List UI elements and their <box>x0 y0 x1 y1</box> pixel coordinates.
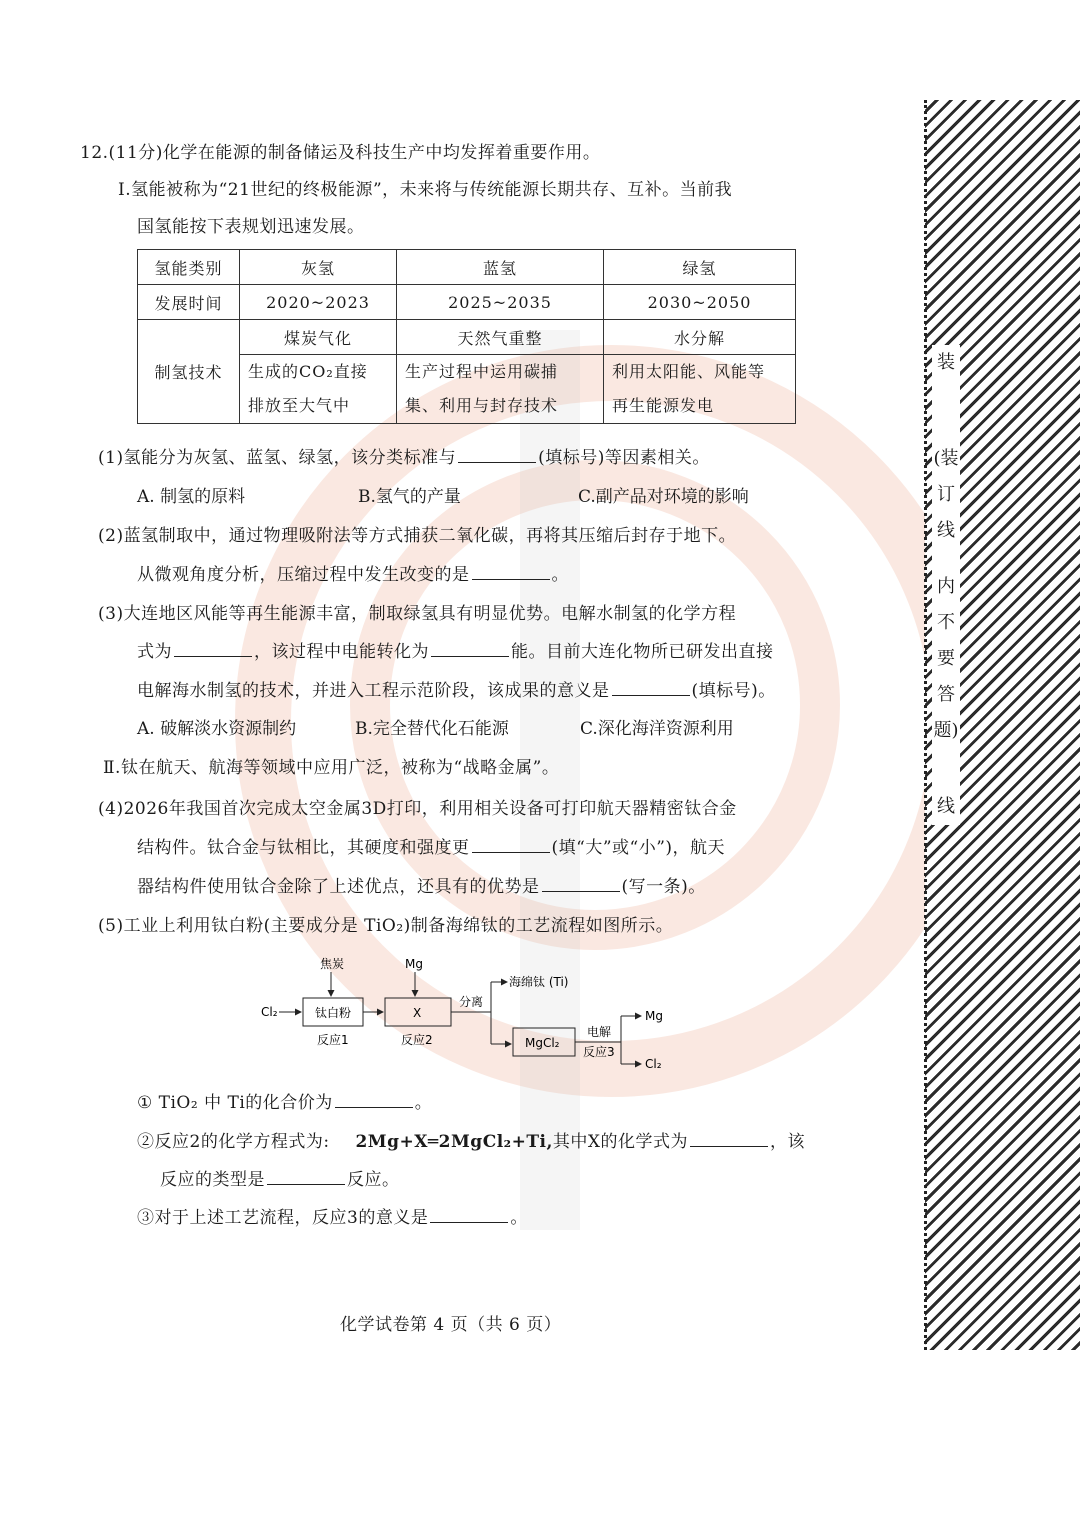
part1-intro-2: 国氢能按下表规划迅速发展。 <box>137 217 365 237</box>
q3-blank-energy[interactable] <box>431 642 509 657</box>
tech-green: 水分解 <box>604 320 796 355</box>
desc-green: 利用太阳能、风能等 再生能源发电 <box>604 355 796 424</box>
col-blue: 蓝氢 <box>397 250 604 285</box>
part2-intro: Ⅱ.钛在航天、航海等领域中应用广泛，被称为“战略金属”。 <box>103 758 560 778</box>
q1-text: (1)氢能分为灰氢、蓝氢、绿氢，该分类标准与 (填标号)等因素相关。 <box>98 448 710 468</box>
sub2-line2: 反应的类型是 反应。 <box>160 1170 400 1190</box>
q1-option-b: B.氢气的产量 <box>358 487 461 507</box>
tech-grey: 煤炭气化 <box>240 320 397 355</box>
flow-r1: 反应1 <box>317 1033 349 1047</box>
sub2-blank-formula[interactable] <box>690 1132 768 1147</box>
flow-cl2-out: Cl₂ <box>645 1057 662 1071</box>
q4-blank-hardness[interactable] <box>472 838 550 853</box>
time-green: 2030~2050 <box>604 285 796 320</box>
flow-r2: 反应2 <box>401 1033 433 1047</box>
q2-line1: (2)蓝氢制取中，通过物理吸附法等方式捕获二氧化碳，再将其压缩后封存于地下。 <box>98 526 737 546</box>
question-title: 12.(11分)化学在能源的制备储运及科技生产中均发挥着重要作用。 <box>80 143 601 163</box>
binding-perforation <box>924 100 931 1350</box>
sub1: ① TiO₂ 中 Ti的化合价为 。 <box>137 1093 433 1113</box>
tech-blue: 天然气重整 <box>397 320 604 355</box>
header-category: 氢能类别 <box>138 250 240 285</box>
process-flow-diagram <box>255 952 695 1072</box>
q4-line3: 器结构件使用钛合金除了上述优点，还具有的优势是 (写一条)。 <box>137 877 706 897</box>
page-footer: 化学试卷第 4 页（共 6 页） <box>340 1315 562 1335</box>
q1-option-c: C.副产品对环境的影响 <box>578 487 749 507</box>
header-time: 发展时间 <box>138 285 240 320</box>
binding-label: 装 (装 订 线 内 不 要 答 题) 线 <box>932 345 960 825</box>
q4-line1: (4)2026年我国首次完成太空金属3D打印，利用相关设备可打印航天器精密钛合金 <box>98 799 737 819</box>
q3-line1: (3)大连地区风能等再生能源丰富，制取绿氢具有明显优势。电解水制氢的化学方程 <box>98 604 737 624</box>
desc-blue: 生产过程中运用碳捕 集、利用与封存技术 <box>397 355 604 424</box>
q1-option-a: A. 制氢的原料 <box>137 487 246 507</box>
flow-r3: 反应3 <box>583 1045 615 1059</box>
time-grey: 2020~2023 <box>240 285 397 320</box>
time-blue: 2025~2035 <box>397 285 604 320</box>
header-tech: 制氢技术 <box>138 320 240 424</box>
sub2-line1: ②反应2的化学方程式为: 2Mg+X═2MgCl₂+Ti,其中X的化学式为 ，该 <box>137 1132 806 1152</box>
q3-option-b: B.完全替代化石能源 <box>355 719 509 739</box>
q2-blank[interactable] <box>472 565 550 580</box>
flow-electrolysis: 电解 <box>587 1025 612 1039</box>
flow-box3-label: MgCl₂ <box>525 1036 560 1050</box>
col-green: 绿氢 <box>604 250 796 285</box>
q4-line2: 结构件。钛合金与钛相比，其硬度和强度更 (填“大”或“小”)，航天 <box>137 838 726 858</box>
flow-product: 海绵钛 (Ti) <box>509 975 569 989</box>
q4-blank-advantage[interactable] <box>542 877 620 892</box>
flow-mg-in: Mg <box>405 957 423 971</box>
flow-mg-out: Mg <box>645 1009 663 1023</box>
q5-line1: (5)工业上利用钛白粉(主要成分是 TiO₂)制备海绵钛的工艺流程如图所示。 <box>98 916 674 936</box>
desc-grey: 生成的CO₂直接 排放至大气中 <box>240 355 397 424</box>
q3-line2: 式为 ，该过程中电能转化为 能。目前大连化物所已研发出直接 <box>137 642 774 662</box>
sub2-blank-type[interactable] <box>267 1170 345 1185</box>
flow-separate: 分离 <box>459 995 484 1009</box>
q2-line2: 从微观角度分析，压缩过程中发生改变的是 。 <box>137 565 569 585</box>
q3-option-a: A. 破解淡水资源制约 <box>137 719 297 739</box>
flow-coke: 焦炭 <box>320 957 345 971</box>
q1-blank[interactable] <box>458 448 536 463</box>
sub3-blank[interactable] <box>430 1208 508 1223</box>
q3-blank-equation[interactable] <box>174 642 252 657</box>
flow-box1-label: 钛白粉 <box>315 1006 352 1020</box>
q3-option-c: C.深化海洋资源利用 <box>580 719 734 739</box>
q3-line3: 电解海水制氢的技术，并进入工程示范阶段，该成果的意义是 (填标号)。 <box>137 681 776 701</box>
col-grey: 灰氢 <box>240 250 397 285</box>
flow-cl2-in: Cl₂ <box>261 1005 278 1019</box>
hydrogen-table <box>137 249 796 424</box>
sub3: ③对于上述工艺流程，反应3的意义是 。 <box>137 1208 528 1228</box>
flow-box2-label: X <box>413 1006 422 1020</box>
q3-blank-meaning[interactable] <box>612 681 690 696</box>
part1-intro-1: Ⅰ.氢能被称为“21世纪的终极能源”，未来将与传统能源长期共存、互补。当前我 <box>118 180 733 200</box>
sub1-blank[interactable] <box>335 1093 413 1108</box>
